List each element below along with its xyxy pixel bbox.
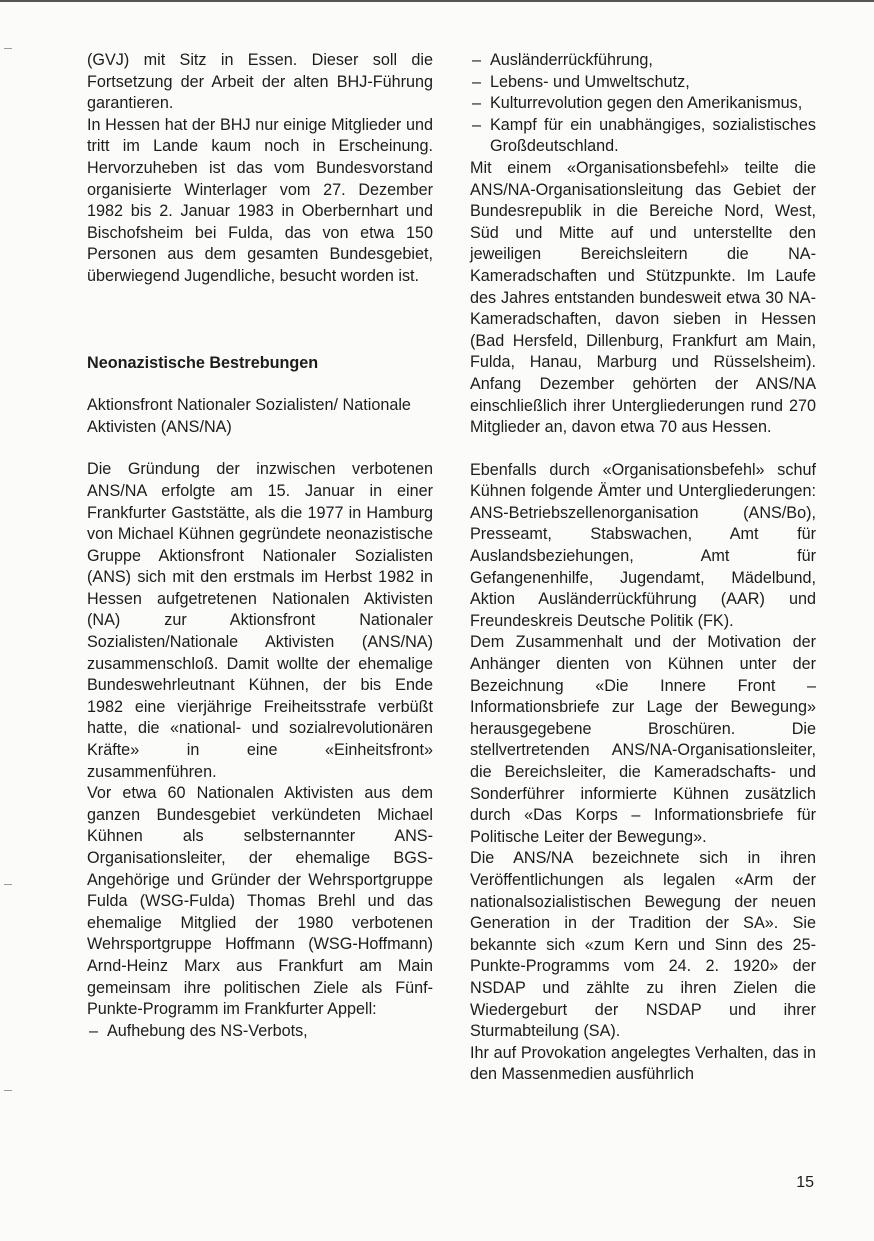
right-paragraph-4: Die ANS/NA bezeichnete sich in ihren Veröffentlichungen als legalen «Arm der nationalsozialistischen Bewegung der neuen Generation in der Tradition der SA». Sie bekannte sich «zum Kern und Sinn des 25-Punkte-Programms vom 24. 2. 1920» der NSDAP und zählte zu ihren Zielen die Wiedergeburt der NSDAP und ihrer Sturmabteilung (SA).: [470, 849, 816, 1041]
list-item: – Aufhebung des NS-Verbots,: [87, 1021, 433, 1043]
right-paragraph-3: Dem Zusammenhalt und der Motivation der Anhänger dienten von Kühnen unter der Bezeichnung «Die Innere Front – Informationsbriefe zur Lage der Bewegung» herausgegebene Broschüren. Die stellvertretenden ANS/NA-Organisationsleiter, die Bereichsleiter, die Kameradschafts- und Sonderführer informierte Kühnen zusätzlich durch «Das Korps – Informationsbriefe für Politische Leiter der Bewegung».: [470, 633, 816, 846]
list-item: – Lebens- und Umweltschutz,: [470, 72, 816, 94]
list-item: – Kampf für ein unabhängiges, sozialistisches Großdeutschland.: [470, 115, 816, 158]
right-paragraph-5: Ihr auf Provokation angelegtes Verhalten, das in den Massenmedien ausführlich: [470, 1043, 816, 1084]
right-dash-list: [470, 50, 816, 158]
page-number: 15: [796, 1174, 814, 1191]
list-item: – Ausländerrückführung,: [470, 50, 816, 72]
left-paragraph-2: In Hessen hat der BHJ nur einige Mitglieder und tritt im Lande kaum noch in Erscheinung. Hervorzuheben ist das vom Bundesvorstand organisierte Winterlager vom 27. Dezember 1982 bis 2. Januar 1983 in Oberbernhart und Bischofsheim bei Fulda, das von etwa 150 Personen aus dem gesamten Bundesgebiet, überwiegend Jugendliche, besucht worden ist.: [87, 115, 433, 285]
right-paragraph-2: Ebenfalls durch «Organisationsbefehl» schuf Kühnen folgende Ämter und Untergliederungen: ANS-Betriebszellenorganisation (ANS/Bo), Presseamt, Stabswachen, Amt für Auslandsbeziehungen, Amt für Gefangenenhilfe, Jugendamt, Mädelbund, Aktion Ausländerrückführung (AAR) und Freundeskreis Deutsche Politik (FK).: [470, 460, 816, 630]
section-heading: Neonazistische Bestrebungen: [87, 353, 319, 372]
left-paragraph-3: Die Gründung der inzwischen verbotenen ANS/NA erfolgte am 15. Januar in einer Frankfurter Gaststätte, als die 1977 in Hamburg von Michael Kühnen gegründete neonazistische Gruppe Aktionsfront Nationaler Sozialisten (ANS) sich mit den erstmals im Herbst 1982 in Hessen aufgetretenen Nationalen Aktivisten (NA) zur Aktionsfront Nationaler Sozialisten/Nationale Aktivisten (ANS/NA) zusammenschloß. Damit wollte der ehemalige Bundeswehrleutnant Kühnen, der bis Ende 1982 eine vierjährige Freiheitsstrafe verbüßt hatte, die «national- und sozialrevolutionären Kräfte» in eine «Einheitsfront» zusammenführen.: [87, 460, 433, 781]
right-paragraph-1: Mit einem «Organisationsbefehl» teilte die ANS/NA-Organisationsleitung das Gebiet der Bundesrepublik in die Bereiche Nord, West, Süd und Mitte auf und unterstellte den jeweiligen Bereichsleitern die NA-Kameradschaften und Stützpunkte. Im Laufe des Jahres entstanden bundesweit etwa 30 NA-Kameradschaften, davon sieben in Hessen (Bad Hersfeld, Dillenburg, Frankfurt am Main, Fulda, Hanau, Marburg und Rüsselsheim). Anfang Dezember gehörten der ANS/NA einschließlich ihrer Untergliederungen rund 270 Mitglieder an, davon etwa 70 aus Hessen.: [470, 158, 816, 437]
left-column: [87, 50, 433, 1042]
left-paragraph-4: Vor etwa 60 Nationalen Aktivisten aus dem ganzen Bundesgebiet verkündeten Michael Kühnen als selbsternannter ANS-Organisationsleiter, der ehemalige BGS-Angehörige und Gründer der Wehrsportgruppe Fulda (WSG-Fulda) Thomas Brehl und das ehemalige Mitglied der 1980 verbotenen Wehrsportgruppe Hoffmann (WSG-Hoffmann) Arnd-Heinz Marx aus Frankfurt am Main gemeinsam ihre politischen Ziele als Fünf-Punkte-Programm im Frankfurter Appell:: [87, 784, 433, 1019]
margin-mark: [4, 1090, 12, 1091]
left-dash-list: [87, 1021, 433, 1043]
list-item: – Kulturrevolution gegen den Amerikanismus,: [470, 93, 816, 115]
margin-mark: [4, 884, 12, 885]
margin-mark: [4, 48, 12, 49]
right-column: [470, 50, 816, 1086]
subheading: Aktionsfront Nationaler Sozialisten/ Nationale Aktivisten (ANS/NA): [87, 396, 411, 436]
top-border-rule: [0, 0, 874, 2]
left-paragraph-1: (GVJ) mit Sitz in Essen. Dieser soll die Fortsetzung der Arbeit der alten BHJ-Führung garantieren.: [87, 51, 433, 113]
